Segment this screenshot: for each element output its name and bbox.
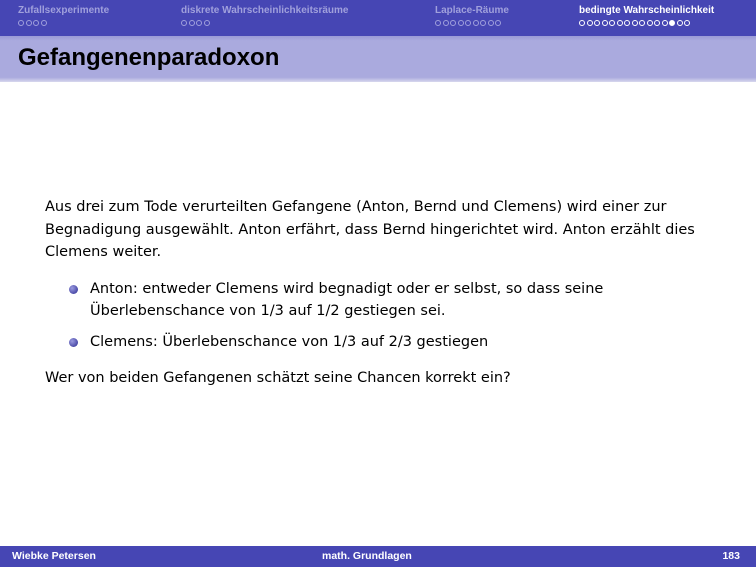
nav-section-label[interactable]: diskrete Wahrscheinlichkeitsräume [181,5,349,16]
slide-title: Gefangenenparadoxon [18,44,280,71]
nav-slide-dot[interactable] [435,20,441,26]
nav-section-label[interactable]: Zufallsexperimente [18,5,110,16]
slide-content [45,196,725,390]
nav-slide-dot[interactable] [647,20,653,26]
page-number: 183 [722,550,740,562]
question-text: Wer von beiden Gefangenen schätzt seine Chancen korrekt ein? [45,370,511,386]
navigation-bar [0,0,756,36]
nav-slide-dot[interactable] [587,20,593,26]
nav-section[interactable] [579,5,714,26]
nav-slide-dot[interactable] [196,20,202,26]
nav-slide-dot[interactable] [579,20,585,26]
nav-section-label[interactable]: Laplace-Räume [435,5,509,16]
nav-section[interactable] [435,5,509,26]
nav-slide-dot[interactable] [33,20,39,26]
nav-slide-dot[interactable] [662,20,668,26]
nav-slide-dot[interactable] [609,20,615,26]
nav-slide-dot[interactable] [204,20,210,26]
bullet-list [45,278,725,354]
nav-dots [18,20,109,26]
nav-slide-dot[interactable] [181,20,187,26]
nav-slide-dot[interactable] [26,20,32,26]
nav-slide-dot[interactable] [617,20,623,26]
bullet-icon [69,338,78,347]
nav-slide-dot[interactable] [684,20,690,26]
nav-slide-dot[interactable] [669,20,675,26]
nav-slide-dot[interactable] [18,20,24,26]
nav-slide-dot[interactable] [602,20,608,26]
nav-slide-dot[interactable] [189,20,195,26]
nav-slide-dot[interactable] [632,20,638,26]
footer [0,546,756,567]
intro-text: Aus drei zum Tode verurteilten Gefangene (Anton, Bernd und Clemens) wird einer zur Begnadigung ausgewählt. Anton erfährt, dass Bernd hingerichtet wird. Anton erzählt dies Clemens weiter. [45,199,695,260]
title-bar [0,36,756,82]
bullet-item: Clemens: Überlebenschance von 1/3 auf 2/3 gestiegen [45,331,725,354]
nav-slide-dot[interactable] [473,20,479,26]
nav-slide-dot[interactable] [480,20,486,26]
nav-slide-dot[interactable] [624,20,630,26]
bullet-icon [69,285,78,294]
nav-section[interactable] [18,5,109,26]
nav-section-label[interactable]: bedingte Wahrscheinlichkeit [579,5,715,16]
nav-dots [181,20,348,26]
footer-author: Wiebke Petersen [12,550,96,562]
nav-slide-dot[interactable] [465,20,471,26]
nav-slide-dot[interactable] [677,20,683,26]
nav-slide-dot[interactable] [443,20,449,26]
footer-title: math. Grundlagen [322,550,412,562]
nav-slide-dot[interactable] [488,20,494,26]
nav-slide-dot[interactable] [41,20,47,26]
bullet-item: Anton: entweder Clemens wird begnadigt oder er selbst, so dass seine Überlebenschance von 1/3 auf 1/2 gestiegen sei. [45,278,725,323]
nav-slide-dot[interactable] [495,20,501,26]
nav-slide-dot[interactable] [594,20,600,26]
nav-slide-dot[interactable] [458,20,464,26]
nav-section[interactable] [181,5,348,26]
nav-slide-dot[interactable] [639,20,645,26]
nav-dots [435,20,509,26]
nav-slide-dot[interactable] [450,20,456,26]
nav-slide-dot[interactable] [654,20,660,26]
nav-dots [579,20,714,26]
